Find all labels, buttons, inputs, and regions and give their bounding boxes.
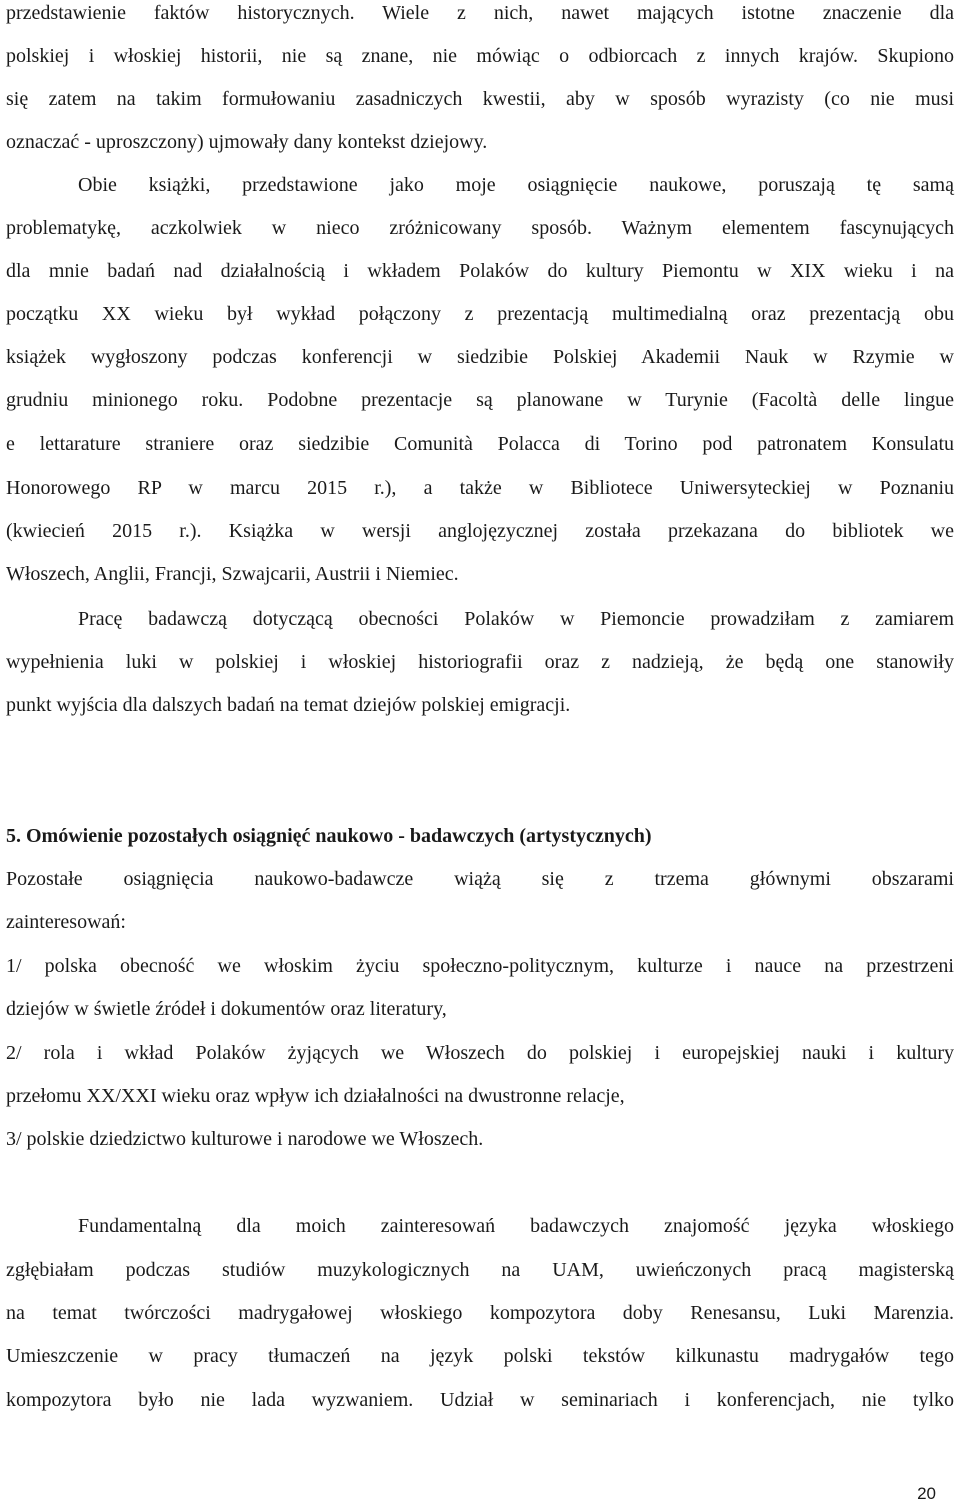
text-line: Fundamentalną dla moich zainteresowań badawczych znajomość języka włoskiego xyxy=(78,1215,954,1237)
text-line: 1/ polska obecność we włoskim życiu społeczno-politycznym, kulturze i nauce na przestrzeni xyxy=(6,955,954,977)
text-line: punkt wyjścia dla dalszych badań na temat dziejów polskiej emigracji. xyxy=(6,694,571,716)
text-line: oznaczać - uproszczony) ujmowały dany kontekst dziejowy. xyxy=(6,131,488,153)
text-line: na temat twórczości madrygałowej włoskiego kompozytora doby Renesansu, Luki Marenzia. xyxy=(6,1302,954,1324)
text-line: Honorowego RP w marcu 2015 r.), a także w Bibliotece Uniwersyteckiej w Poznaniu xyxy=(6,477,954,499)
text-line: (kwiecień 2015 r.). Książka w wersji anglojęzycznej została przekazana do bibliotek we xyxy=(6,520,954,542)
text-line: przedstawienie faktów historycznych. Wiele z nich, nawet mających istotne znaczenie dla xyxy=(6,2,954,24)
text-line: Pracę badawczą dotyczącą obecności Polaków w Piemoncie prowadziłam z zamiarem xyxy=(78,608,954,630)
text-line: 3/ polskie dziedzictwo kulturowe i narodowe we Włoszech. xyxy=(6,1128,484,1150)
text-line: zgłębiałam podczas studiów muzykologicznych na UAM, uwieńczonych pracą magisterską xyxy=(6,1259,954,1281)
page-number: 20 xyxy=(917,1484,936,1503)
text-line: wypełnienia luki w polskiej i włoskiej historiografii oraz z nadzieją, że będą one stanowiły xyxy=(6,651,954,673)
text-line: dziejów w świetle źródeł i dokumentów oraz literatury, xyxy=(6,998,447,1020)
text-line: zainteresowań: xyxy=(6,911,126,933)
text-line: książek wygłoszony podczas konferencji w siedzibie Polskiej Akademii Nauk w Rzymie w xyxy=(6,346,954,368)
text-line: Obie książki, przedstawione jako moje osiągnięcie naukowe, poruszają tę samą xyxy=(78,174,954,196)
text-line: początku XX wieku był wykład połączony z prezentacją multimedialną oraz prezentacją obu xyxy=(6,303,954,325)
section-heading: 5. Omówienie pozostałych osiągnięć naukowo - badawczych (artystycznych) xyxy=(6,825,652,847)
text-line: Umieszczenie w pracy tłumaczeń na język polski tekstów kilkunastu madrygałów tego xyxy=(6,1345,954,1367)
text-line: kompozytora było nie lada wyzwaniem. Udział w seminariach i konferencjach, nie tylko xyxy=(6,1389,954,1411)
text-line: grudniu minionego roku. Podobne prezentacje są planowane w Turynie (Facoltà delle lingue xyxy=(6,389,954,411)
text-line: 2/ rola i wkład Polaków żyjących we Włoszech do polskiej i europejskiej nauki i kultury xyxy=(6,1042,954,1064)
text-line: e lettarature straniere oraz siedzibie Comunità Polacca di Torino pod patronatem Konsulatu xyxy=(6,433,954,455)
text-line: polskiej i włoskiej historii, nie są znane, nie mówiąc o odbiorcach z innych krajów. Skupiono xyxy=(6,45,954,67)
text-line: Pozostałe osiągnięcia naukowo-badawcze wiążą się z trzema głównymi obszarami xyxy=(6,868,954,890)
text-line: problematykę, aczkolwiek w nieco zróżnicowany sposób. Ważnym elementem fascynujących xyxy=(6,217,954,239)
text-line: się zatem na takim formułowaniu zasadniczych kwestii, aby w sposób wyrazisty (co nie musi xyxy=(6,88,954,110)
text-line: Włoszech, Anglii, Francji, Szwajcarii, Austrii i Niemiec. xyxy=(6,563,459,585)
text-line: dla mnie badań nad działalnością i wkładem Polaków do kultury Piemontu w XIX wieku i na xyxy=(6,260,954,282)
text-line: przełomu XX/XXI wieku oraz wpływ ich działalności na dwustronne relacje, xyxy=(6,1085,625,1107)
